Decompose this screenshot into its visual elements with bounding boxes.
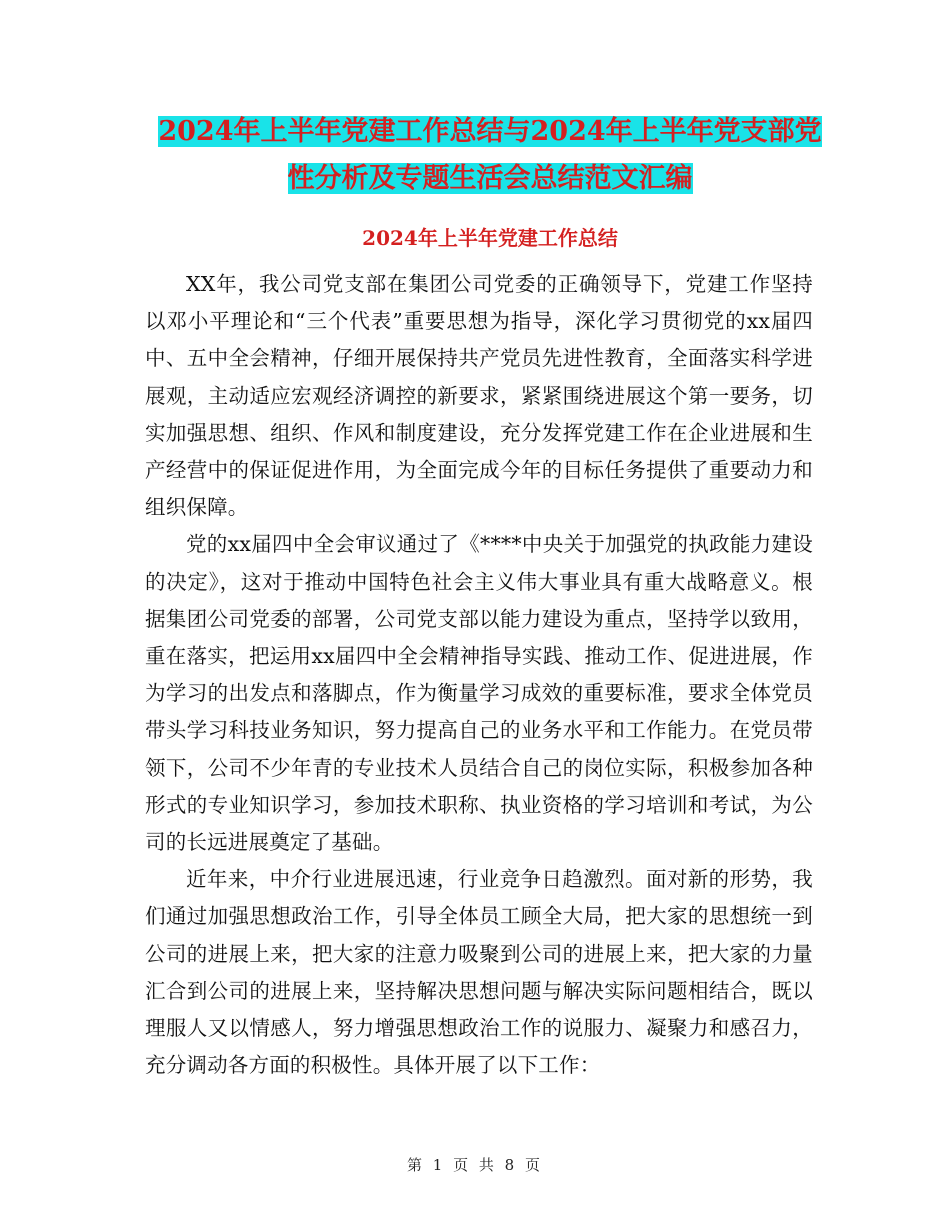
document-title-line-2: 性分析及专题生活会总结范文汇编	[287, 163, 693, 194]
paragraph-2: 党的xx届四中全会审议通过了《****中央关于加强党的执政能力建设的决定》，这对于推动中国特色社会主义伟大事业具有重大战略意义。根据集团公司党委的部署，公司党支部以能力建设为重点，坚持学以致用，重在落实，把运用xx届四中全会精神指导实践、推动工作、促进进展，作为学习的出发点和落脚点，作为衡量学习成效的重要标准，要求全体党员带头学习科技业务知识，努力提高自己的业务水平和工作能力。在党员带领下，公司不少年青的专业技术人员结合自己的岗位实际，积极参加各种形式的专业知识学习，参加技术职称、执业资格的学习培训和考试，为公司的长远进展奠定了基础。	[145, 532, 813, 855]
document-title	[140, 108, 840, 202]
body-text	[145, 266, 813, 1084]
paragraph-3: 近年来，中介行业进展迅速，行业竞争日趋激烈。面对新的形势，我们通过加强思想政治工作，引导全体员工顾全大局，把大家的思想统一到公司的进展上来，把大家的注意力吸聚到公司的进展上来，把大家的力量汇合到公司的进展上来，坚持解决思想问题与解决实际问题相结合，既以理服人又以情感人，努力增强思想政治工作的说服力、凝聚力和感召力，充分调动各方面的积极性。具体开展了以下工作：	[145, 867, 813, 1078]
document-title-line-1: 2024年上半年党建工作总结与2024年上半年党支部党	[158, 116, 822, 147]
paragraph-1: XX年，我公司党支部在集团公司党委的正确领导下，党建工作坚持以邓小平理论和“三个代表”重要思想为指导，深化学习贯彻党的xx届四中、五中全会精神，仔细开展保持共产党员先进性教育，全面落实科学进展观，主动适应宏观经济调控的新要求，紧紧围绕进展这个第一要务，切实加强思想、组织、作风和制度建设，充分发挥党建工作在企业进展和生产经营中的保证促进作用，为全面完成今年的目标任务提供了重要动力和组织保障。	[145, 272, 813, 520]
page-footer: 第 1 页 共 8 页	[407, 1156, 543, 1174]
section-title: 2024年上半年党建工作总结	[362, 226, 618, 250]
